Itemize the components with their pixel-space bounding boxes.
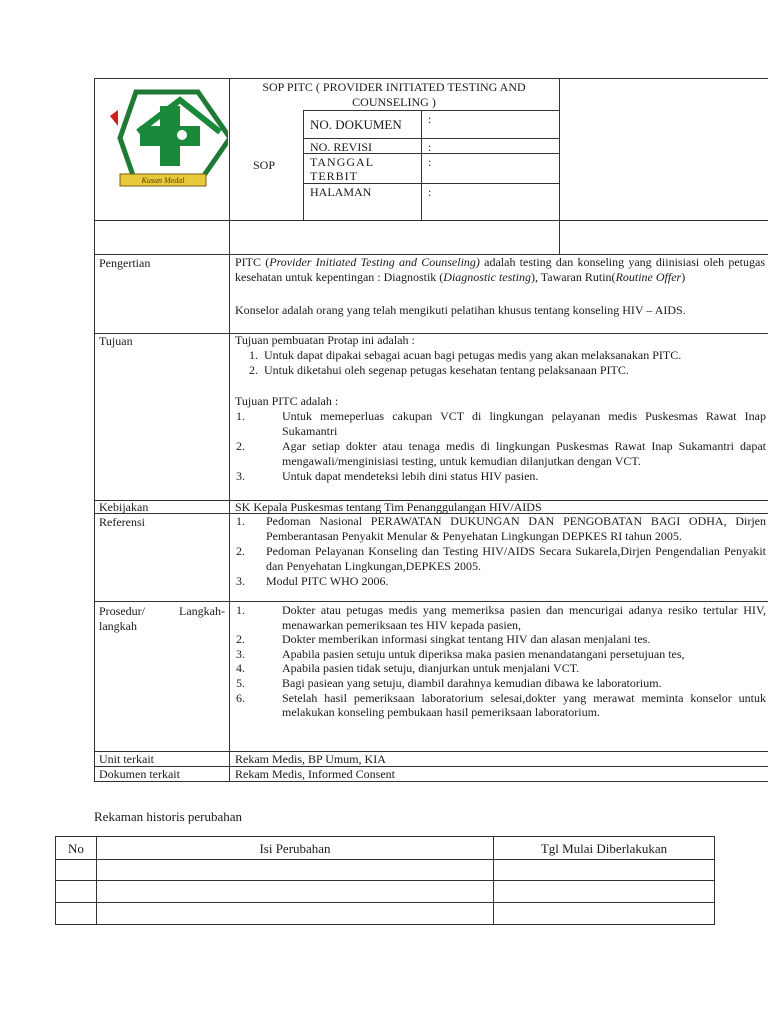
list-item: 4. Apabila pasien tidak setuju, dianjurkan untuk menjalani VCT.: [236, 661, 580, 676]
list-item: 1. Dokter atau petugas medis yang memeriksa pasien dan mencurigai adanya resiko tertular HIV, menawarkan pemeriksaan tes HIV kepada pasien,: [236, 603, 766, 632]
field-value-tanggal-terbit: :: [428, 155, 432, 169]
table-row: [56, 903, 714, 924]
field-value-no-dokumen: :: [428, 112, 432, 126]
label-referensi: Referensi: [99, 515, 145, 529]
kebijakan-text: SK Kepala Puskesmas tentang Tim Penanggulangan HIV/AIDS: [235, 500, 542, 514]
logo-banner-text: Kusun Medal: [141, 176, 185, 185]
label-prosedur: Prosedur/ Langkah- langkah: [99, 604, 225, 633]
prosedur-list: [236, 603, 766, 720]
history-col-no: No: [68, 841, 84, 856]
label-unit-terkait: Unit terkait: [99, 752, 154, 766]
list-item: 2. Pedoman Pelayanan Konseling dan Testing HIV/AIDS Secara Sukarela,Dirjen Pengendalian Penyakit dan Penyehatan Lingkungan,DEPKES 2005.: [236, 544, 766, 573]
list-item: 3. Modul PITC WHO 2006.: [236, 574, 389, 588]
sop-label: SOP: [253, 158, 276, 172]
table-row: [56, 881, 714, 902]
label-pengertian: Pengertian: [99, 256, 151, 270]
referensi-list: [236, 514, 766, 589]
label-tujuan: Tujuan: [99, 334, 133, 348]
field-value-halaman: :: [428, 185, 432, 199]
tujuan-intro-2: Tujuan PITC adalah :: [235, 394, 339, 408]
list-item: 2. Agar setiap dokter atau tenaga medis di lingkungan Puskesmas Rawat Inap Sukamantri dapat mengawali/menginisiasi testing, untuk kemudian dilanjutkan dengan VCT.: [236, 439, 766, 468]
history-col-isi: Isi Perubahan: [259, 841, 331, 856]
list-item: 2. Dokter memberikan informasi singkat tentang HIV dan alasan menjalani tes.: [236, 632, 651, 647]
field-label-halaman: HALAMAN: [310, 185, 372, 199]
list-item: 5. Bagi pasiean yang setuju, diambil darahnya kemudian dibawa ke laboratorium.: [236, 675, 662, 690]
list-item: 3. Untuk dapat mendeteksi lebih dini status HIV pasien.: [236, 469, 539, 483]
label-dokumen-terkait: Dokumen terkait: [99, 767, 180, 781]
tujuan-list-1: [238, 348, 738, 378]
tujuan-intro-1: Tujuan pembuatan Protap ini adalah :: [235, 333, 415, 347]
dokumen-terkait-text: Rekam Medis, Informed Consent: [235, 767, 395, 781]
puskesmas-logo: [100, 86, 228, 190]
field-value-no-revisi: :: [428, 140, 432, 154]
sop-title: SOP PITC ( PROVIDER INITIATED TESTING AND COUNSELING ): [262, 80, 526, 109]
field-label-tanggal-terbit: TANGGAL TERBIT: [310, 155, 374, 183]
pengertian-text: PITC (Provider Initiated Testing and Counseling) adalah testing dan konseling yang diinisiasi oleh petugas kesehatan untuk kepentingan : Diagnostik (Diagnostic testing), Tawaran Rutin(Routine Offer): [235, 255, 766, 284]
field-label-no-dokumen: NO. DOKUMEN: [310, 117, 402, 132]
sop-header: [0, 0, 768, 250]
list-item: 3. Apabila pasien setuju untuk diperiksa maka pasien menandatangani persetujuan tes,: [236, 646, 685, 661]
list-item: 1. Pedoman Nasional PERAWATAN DUKUNGAN DAN PENGOBATAN BAGI ODHA, Dirjen Pemberantasan Penyakit Menular & Penyehatan Lingkungan DEPKES RI tahun 2005.: [236, 514, 766, 543]
pengertian-konselor: Konselor adalah orang yang telah mengikuti pelatihan khusus tentang konseling HIV – AIDS.: [235, 303, 686, 317]
history-title: Rekaman historis perubahan: [94, 809, 243, 824]
tujuan-list-2: [236, 409, 766, 484]
field-label-no-revisi: NO. REVISI: [310, 140, 372, 154]
list-item: 1. Untuk memeperluas cakupan VCT di lingkungan pelayanan medis Puskesmas Rawat Inap Sukamantri: [236, 409, 766, 438]
label-kebijakan: Kebijakan: [99, 500, 149, 514]
list-item: 2. Untuk diketahui oleh segenap petugas kesehatan tentang pelaksanaan PITC.: [249, 363, 629, 377]
list-item: 6. Setelah hasil pemeriksaan laboratorium selesai,dokter yang merawat meminta konselor untuk melakukan konseling pembukaan hasil pemeriksaan laboratorium.: [236, 690, 766, 720]
list-item: 1. Untuk dapat dipakai sebagai acuan bagi petugas medis yang akan melaksanakan PITC.: [249, 348, 682, 362]
history-col-tgl: Tgl Mulai Diberlakukan: [540, 841, 668, 856]
unit-terkait-text: Rekam Medis, BP Umum, KIA: [235, 752, 386, 766]
table-row: [56, 860, 714, 880]
